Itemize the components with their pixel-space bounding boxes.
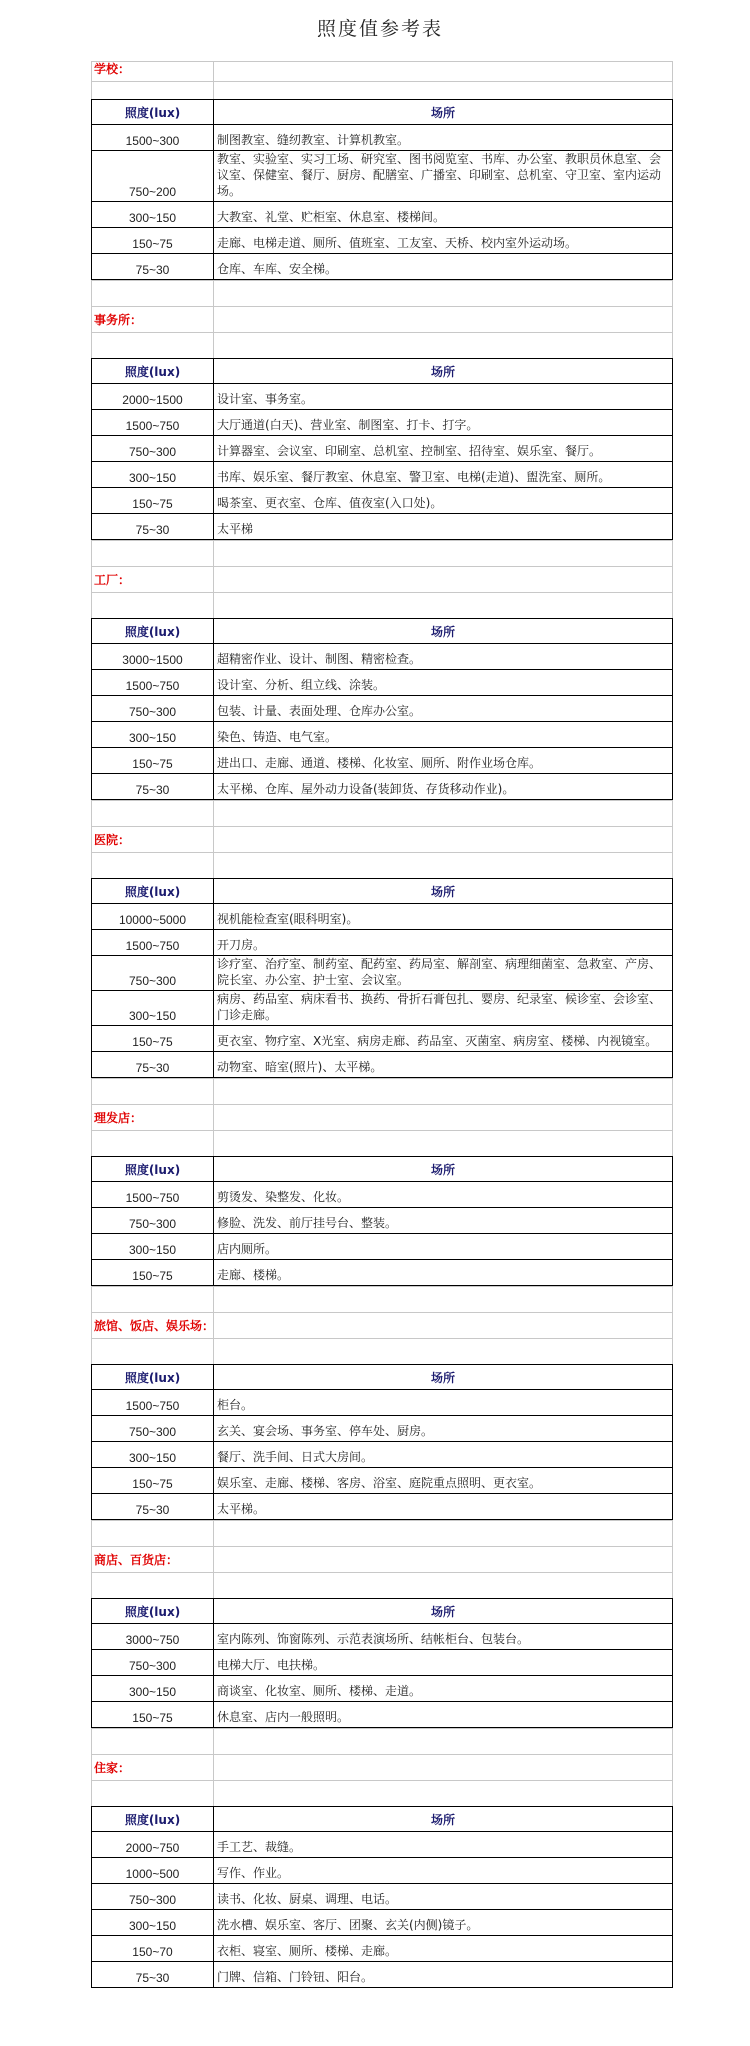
- place-cell[interactable]: 商谈室、化妆室、厕所、楼梯、走道。: [214, 1676, 673, 1701]
- page-title: 照度值参考表: [316, 18, 443, 40]
- lux-value-cell[interactable]: 75~30: [91, 1494, 214, 1519]
- spacer-row: [91, 592, 673, 618]
- place-cell[interactable]: 洗水槽、娱乐室、客厅、团聚、玄关(内侧)镜子。: [214, 1910, 673, 1935]
- lux-value-cell[interactable]: 150~75: [91, 1260, 214, 1285]
- place-cell[interactable]: 包装、计量、表面处理、仓库办公室。: [214, 696, 673, 721]
- lux-value-cell[interactable]: 750~300: [91, 1208, 214, 1233]
- lux-value-cell[interactable]: 150~75: [91, 748, 214, 773]
- header-lux[interactable]: 照度(lux): [91, 359, 214, 383]
- table-header-row: [91, 99, 673, 125]
- lux-value-cell[interactable]: 750~300: [91, 1884, 214, 1909]
- cell[interactable]: [214, 281, 673, 306]
- table-row: [91, 1442, 673, 1468]
- place-cell[interactable]: 衣柜、寝室、厕所、楼梯、走廊。: [214, 1936, 673, 1961]
- table-header-row: [91, 1806, 673, 1832]
- place-cell[interactable]: 病房、药品室、病床看书、换药、骨折石膏包扎、婴房、纪录室、候诊室、会诊室、门诊走廊。: [214, 991, 673, 1025]
- place-cell[interactable]: 超精密作业、设计、制图、精密检查。: [214, 644, 673, 669]
- header-place[interactable]: 场所: [214, 359, 673, 383]
- header-place[interactable]: 场所: [214, 1157, 673, 1181]
- cell[interactable]: [214, 567, 673, 592]
- header-lux[interactable]: 照度(lux): [91, 619, 214, 643]
- table-row: [91, 1390, 673, 1416]
- lux-value-cell[interactable]: 150~75: [91, 1026, 214, 1051]
- section-label-row: [91, 566, 673, 592]
- lux-value-cell[interactable]: 1500~300: [91, 125, 214, 150]
- table-row: [91, 1052, 673, 1078]
- section-label[interactable]: 商店、百货店：: [91, 1547, 214, 1572]
- cell[interactable]: [91, 593, 214, 618]
- place-cell[interactable]: 设计室、分析、组立线、涂装。: [214, 670, 673, 695]
- table-row: [91, 904, 673, 930]
- table-row: [91, 774, 673, 800]
- place-cell[interactable]: 计算器室、会议室、印刷室、总机室、控制室、招待室、娱乐室、餐厅。: [214, 436, 673, 461]
- table-row: [91, 1910, 673, 1936]
- lux-value-cell[interactable]: 300~150: [91, 1442, 214, 1467]
- cell[interactable]: [91, 541, 214, 566]
- lux-value-cell[interactable]: 2000~750: [91, 1832, 214, 1857]
- place-cell[interactable]: 餐厅、洗手间、日式大房间。: [214, 1442, 673, 1467]
- header-place[interactable]: 场所: [214, 1599, 673, 1623]
- place-cell[interactable]: 门牌、信箱、门铃钮、阳台。: [214, 1962, 673, 1987]
- table-row: [91, 1884, 673, 1910]
- cell[interactable]: [214, 1781, 673, 1806]
- lux-value-cell[interactable]: 75~30: [91, 254, 214, 279]
- cell[interactable]: [91, 1131, 214, 1156]
- table-row: [91, 1624, 673, 1650]
- table-row: [91, 125, 673, 151]
- cell[interactable]: [214, 1339, 673, 1364]
- cell[interactable]: [214, 1131, 673, 1156]
- lux-value-cell[interactable]: 750~300: [91, 1416, 214, 1441]
- place-cell[interactable]: 开刀房。: [214, 930, 673, 955]
- header-place[interactable]: 场所: [214, 619, 673, 643]
- cell[interactable]: [214, 1313, 673, 1338]
- place-cell[interactable]: 娱乐室、走廊、楼梯、客房、浴室、庭院重点照明、更衣室。: [214, 1468, 673, 1493]
- lux-value-cell[interactable]: 150~75: [91, 228, 214, 253]
- spacer-row: [91, 1728, 673, 1754]
- table-row: [91, 410, 673, 436]
- lux-value-cell[interactable]: 1500~750: [91, 1390, 214, 1415]
- cell[interactable]: [91, 1339, 214, 1364]
- lux-value-cell[interactable]: 75~30: [91, 1962, 214, 1987]
- lux-value-cell[interactable]: 300~150: [91, 1676, 214, 1701]
- lux-value-cell[interactable]: 750~300: [91, 956, 214, 990]
- cell[interactable]: [214, 1729, 673, 1754]
- spacer-row: [91, 280, 673, 306]
- lux-value-cell[interactable]: 750~200: [91, 151, 214, 201]
- lux-value-cell[interactable]: 300~150: [91, 991, 214, 1025]
- section-label[interactable]: 住家：: [91, 1755, 214, 1780]
- cell[interactable]: [91, 1573, 214, 1598]
- place-cell[interactable]: 店内厕所。: [214, 1234, 673, 1259]
- table-header-row: [91, 878, 673, 904]
- section-label-row: [91, 306, 673, 332]
- section-label-row: [91, 826, 673, 852]
- cell[interactable]: [214, 1521, 673, 1546]
- spacer-row: [91, 81, 673, 99]
- table-row: [91, 722, 673, 748]
- cell[interactable]: [214, 307, 673, 332]
- table-row: [91, 1234, 673, 1260]
- section-label[interactable]: 理发店：: [91, 1105, 214, 1130]
- place-cell[interactable]: 仓库、车库、安全梯。: [214, 254, 673, 279]
- section-label-row: [91, 1104, 673, 1130]
- place-cell[interactable]: 走廊、电梯走道、厕所、值班室、工友室、天桥、校内室外运动场。: [214, 228, 673, 253]
- header-lux[interactable]: 照度(lux): [91, 100, 214, 124]
- spacer-row: [91, 1572, 673, 1598]
- table-row: [91, 1858, 673, 1884]
- table-row: [91, 1962, 673, 1988]
- header-lux[interactable]: 照度(lux): [91, 1599, 214, 1623]
- table-header-row: [91, 358, 673, 384]
- spacer-row: [91, 852, 673, 878]
- table-row: [91, 202, 673, 228]
- cell[interactable]: [214, 541, 673, 566]
- cell[interactable]: [91, 1079, 214, 1104]
- table-header-row: [91, 1364, 673, 1390]
- cell[interactable]: [91, 281, 214, 306]
- lux-value-cell[interactable]: 150~75: [91, 1468, 214, 1493]
- cell[interactable]: [214, 1079, 673, 1104]
- table-row: [91, 1182, 673, 1208]
- lux-value-cell[interactable]: 1500~750: [91, 1182, 214, 1207]
- table-row: [91, 1494, 673, 1520]
- cell[interactable]: [214, 82, 673, 99]
- header-lux[interactable]: 照度(lux): [91, 879, 214, 903]
- place-cell[interactable]: 进出口、走廊、通道、楼梯、化妆室、厕所、附作业场仓库。: [214, 748, 673, 773]
- table-row: [91, 1936, 673, 1962]
- spacer-row: [91, 540, 673, 566]
- place-cell[interactable]: 写作、作业。: [214, 1858, 673, 1883]
- header-lux[interactable]: 照度(lux): [91, 1365, 214, 1389]
- place-cell[interactable]: 室内陈列、饰窗陈列、示范表演场所、结帐柜台、包装台。: [214, 1624, 673, 1649]
- lux-value-cell[interactable]: 1500~750: [91, 670, 214, 695]
- cell[interactable]: [214, 853, 673, 878]
- lux-value-cell[interactable]: 750~300: [91, 696, 214, 721]
- cell[interactable]: [214, 333, 673, 358]
- place-cell[interactable]: 太平梯。: [214, 1494, 673, 1519]
- spacer-row: [91, 800, 673, 826]
- table-header-row: [91, 1156, 673, 1182]
- place-cell[interactable]: 大厅通道(白天)、营业室、制图室、打卡、打字。: [214, 410, 673, 435]
- lux-value-cell[interactable]: 300~150: [91, 1234, 214, 1259]
- table-row: [91, 1650, 673, 1676]
- place-cell[interactable]: 走廊、楼梯。: [214, 1260, 673, 1285]
- table-row: [91, 1468, 673, 1494]
- spacer-row: [91, 1078, 673, 1104]
- table-header-row: [91, 618, 673, 644]
- table-row: [91, 254, 673, 280]
- lux-value-cell[interactable]: 150~75: [91, 488, 214, 513]
- lux-value-cell[interactable]: 750~300: [91, 1650, 214, 1675]
- table-row: [91, 644, 673, 670]
- place-cell[interactable]: 染色、铸造、电气室。: [214, 722, 673, 747]
- table-row: [91, 930, 673, 956]
- table-header-row: [91, 1598, 673, 1624]
- cell[interactable]: [214, 827, 673, 852]
- table-row: [91, 514, 673, 540]
- place-cell[interactable]: 大教室、礼堂、贮柜室、休息室、楼梯间。: [214, 202, 673, 227]
- cell[interactable]: [214, 801, 673, 826]
- lux-value-cell[interactable]: 2000~1500: [91, 384, 214, 409]
- table-row: [91, 1416, 673, 1442]
- place-cell[interactable]: 书库、娱乐室、餐厅教室、休息室、警卫室、电梯(走道)、盥洗室、厕所。: [214, 462, 673, 487]
- table-row: [91, 748, 673, 774]
- cell[interactable]: [91, 1781, 214, 1806]
- header-place[interactable]: 场所: [214, 1807, 673, 1831]
- place-cell[interactable]: 动物室、暗室(照片)、太平梯。: [214, 1052, 673, 1077]
- table-row: [91, 1676, 673, 1702]
- lux-value-cell[interactable]: 1500~750: [91, 930, 214, 955]
- cell[interactable]: [91, 1521, 214, 1546]
- place-cell[interactable]: 诊疗室、治疗室、制药室、配药室、药局室、解剖室、病理细菌室、急救室、产房、院长室、办公室、护士室、会议室。: [214, 956, 673, 990]
- cell[interactable]: [214, 1547, 673, 1572]
- cell[interactable]: [214, 62, 673, 81]
- place-cell[interactable]: 更衣室、物疗室、X光室、病房走廊、药品室、灭菌室、病房室、楼梯、内视镜室。: [214, 1026, 673, 1051]
- place-cell[interactable]: 修脸、洗发、前厅挂号台、整装。: [214, 1208, 673, 1233]
- table-row: [91, 228, 673, 254]
- lux-value-cell[interactable]: 1500~750: [91, 410, 214, 435]
- cell[interactable]: [91, 801, 214, 826]
- section-label-row: [91, 1754, 673, 1780]
- lux-value-cell[interactable]: 300~150: [91, 722, 214, 747]
- lux-value-cell[interactable]: 75~30: [91, 774, 214, 799]
- table-row: [91, 991, 673, 1026]
- spacer-row: [91, 1338, 673, 1364]
- section-label[interactable]: 旅馆、饭店、娱乐场：: [91, 1313, 214, 1338]
- place-cell[interactable]: 太平梯: [214, 514, 673, 539]
- lux-value-cell[interactable]: 75~30: [91, 1052, 214, 1077]
- place-cell[interactable]: 太平梯、仓库、屋外动力设备(装卸货、存货移动作业)。: [214, 774, 673, 799]
- table-row: [91, 1260, 673, 1286]
- spacer-row: [91, 1130, 673, 1156]
- place-cell[interactable]: 喝茶室、更衣室、仓库、值夜室(入口处)。: [214, 488, 673, 513]
- header-lux[interactable]: 照度(lux): [91, 1157, 214, 1181]
- section-label-row: [91, 61, 673, 81]
- section-label[interactable]: 医院：: [91, 827, 214, 852]
- cell[interactable]: [91, 853, 214, 878]
- table-row: [91, 436, 673, 462]
- illuminance-sheet: [91, 61, 673, 1988]
- header-lux[interactable]: 照度(lux): [91, 1807, 214, 1831]
- header-place[interactable]: 场所: [214, 879, 673, 903]
- spacer-row: [91, 1780, 673, 1806]
- lux-value-cell[interactable]: 150~75: [91, 1702, 214, 1727]
- place-cell[interactable]: 手工艺、裁缝。: [214, 1832, 673, 1857]
- place-cell[interactable]: 读书、化妆、厨桌、调理、电话。: [214, 1884, 673, 1909]
- header-place[interactable]: 场所: [214, 100, 673, 124]
- lux-value-cell[interactable]: 1000~500: [91, 1858, 214, 1883]
- place-cell[interactable]: 剪烫发、染整发、化妆。: [214, 1182, 673, 1207]
- cell[interactable]: [91, 1287, 214, 1312]
- place-cell[interactable]: 玄关、宴会场、事务室、停车处、厨房。: [214, 1416, 673, 1441]
- table-row: [91, 1026, 673, 1052]
- cell[interactable]: [214, 1573, 673, 1598]
- table-row: [91, 1208, 673, 1234]
- lux-value-cell[interactable]: 10000~5000: [91, 904, 214, 929]
- place-cell[interactable]: 电梯大厅、电扶梯。: [214, 1650, 673, 1675]
- table-row: [91, 151, 673, 202]
- table-row: [91, 696, 673, 722]
- cell[interactable]: [91, 82, 214, 99]
- section-label[interactable]: 工厂：: [91, 567, 214, 592]
- lux-value-cell[interactable]: 300~150: [91, 202, 214, 227]
- cell[interactable]: [214, 1287, 673, 1312]
- cell[interactable]: [214, 1755, 673, 1780]
- section-label-row: [91, 1546, 673, 1572]
- table-row: [91, 670, 673, 696]
- spacer-row: [91, 332, 673, 358]
- table-row: [91, 488, 673, 514]
- table-row: [91, 462, 673, 488]
- lux-value-cell[interactable]: 75~30: [91, 514, 214, 539]
- place-cell[interactable]: 教室、实验室、实习工场、研究室、图书阅览室、书库、办公室、教职员休息室、会议室、保健室、餐厅、厨房、配膳室、广播室、印刷室、总机室、守卫室、室内运动场。: [214, 151, 673, 201]
- table-row: [91, 1832, 673, 1858]
- cell[interactable]: [214, 593, 673, 618]
- lux-value-cell[interactable]: 3000~1500: [91, 644, 214, 669]
- section-label-row: [91, 1312, 673, 1338]
- cell[interactable]: [91, 1729, 214, 1754]
- spacer-row: [91, 1286, 673, 1312]
- lux-value-cell[interactable]: 3000~750: [91, 1624, 214, 1649]
- section-label[interactable]: 事务所：: [91, 307, 214, 332]
- table-row: [91, 384, 673, 410]
- place-cell[interactable]: 柜台。: [214, 1390, 673, 1415]
- header-place[interactable]: 场所: [214, 1365, 673, 1389]
- section-label[interactable]: 学校：: [91, 62, 214, 81]
- lux-value-cell[interactable]: 750~300: [91, 436, 214, 461]
- table-row: [91, 956, 673, 991]
- place-cell[interactable]: 设计室、事务室。: [214, 384, 673, 409]
- place-cell[interactable]: 视机能检查室(眼科明室)。: [214, 904, 673, 929]
- lux-value-cell[interactable]: 300~150: [91, 1910, 214, 1935]
- place-cell[interactable]: 制图教室、缝纫教室、计算机教室。: [214, 125, 673, 150]
- place-cell[interactable]: 休息室、店内一般照明。: [214, 1702, 673, 1727]
- spacer-row: [91, 1520, 673, 1546]
- table-row: [91, 1702, 673, 1728]
- lux-value-cell[interactable]: 150~70: [91, 1936, 214, 1961]
- cell[interactable]: [214, 1105, 673, 1130]
- cell[interactable]: [91, 333, 214, 358]
- lux-value-cell[interactable]: 300~150: [91, 462, 214, 487]
